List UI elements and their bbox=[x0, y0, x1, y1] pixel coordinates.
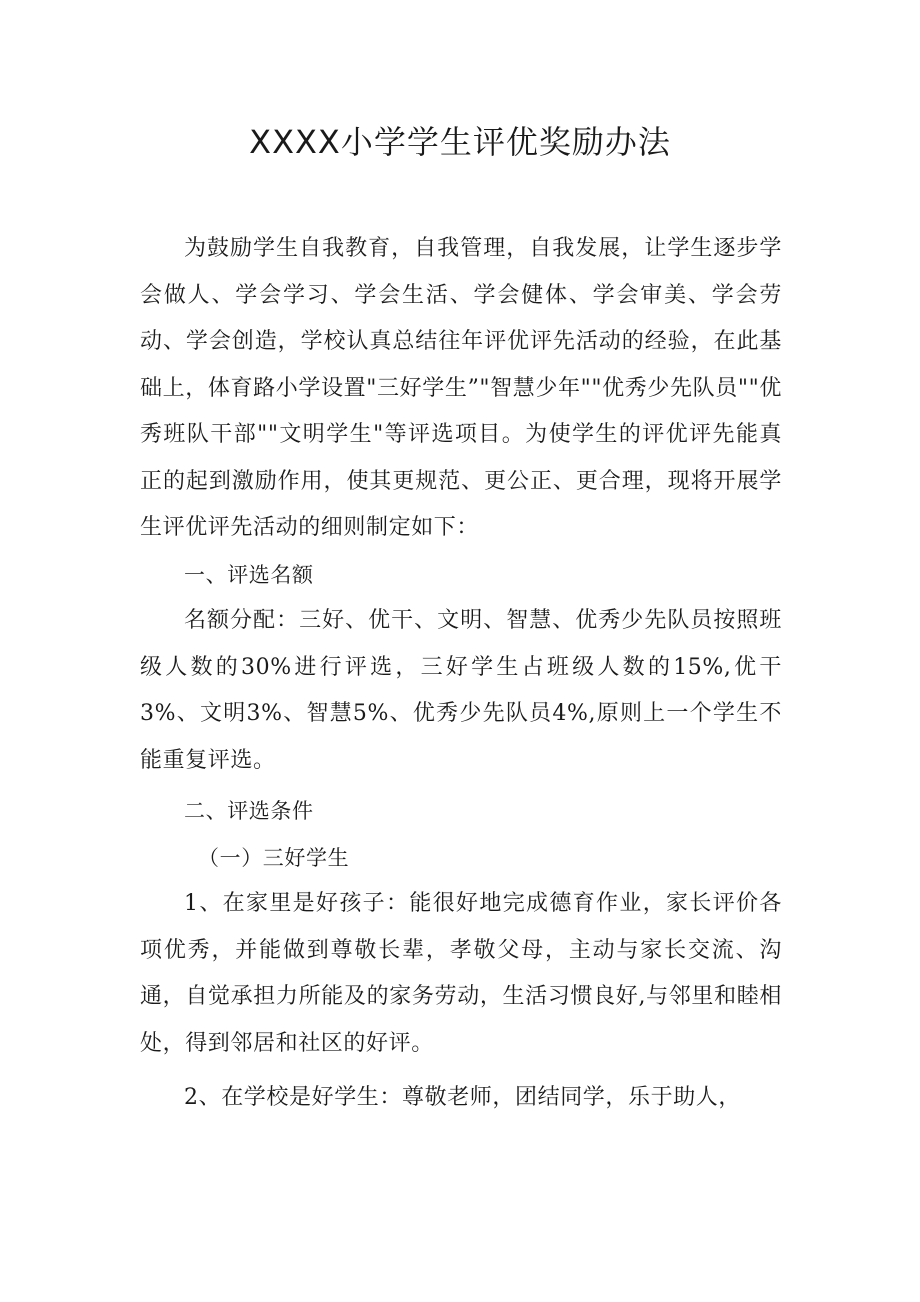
section-heading-criteria: 二、评选条件 bbox=[184, 799, 314, 823]
quota-paragraph: 名额分配：三好、优干、文明、智慧、优秀少先队员按照班级人数的30%进行评选，三好学生占班级人数的15%,优干3%、文明3%、智慧5%、优秀少先队员4%,原则上一个学生不能重复评选。 bbox=[140, 608, 782, 773]
spacer bbox=[140, 1067, 782, 1075]
section-heading-quota: 一、评选名额 bbox=[184, 562, 314, 587]
document-body bbox=[140, 226, 782, 1122]
document-title: XXXX小学学生评优奖励办法 bbox=[249, 123, 671, 161]
intro-paragraph: 为鼓励学生自我教育，自我管理，自我发展，让学生逐步学会做人、学会学习、学会生活、学会健体、学会审美、学会劳动、学会创造，学校认真总结往年评优评先活动的经验，在此基础上，体育路小学设置"三好学生”"智慧少年""优秀少先队员""优秀班队干部""文明学生"等评选项目。为使学生的评优评先能真正的起到激励作用，使其更规范、更公正、更合理，现将开展学生评优评先活动的细则制定如下： bbox=[140, 236, 782, 540]
criteria-item-1: 1、在家里是好孩子：能很好地完成德育作业，家长评价各项优秀，并能做到尊敬长辈，孝敬父母，主动与家长交流、沟通，自觉承担力所能及的家务劳动，生活习惯良好,与邻里和睦相处，得到邻居和社区的好评。 bbox=[140, 891, 782, 1056]
criteria-item-2: 2、在学校是好学生：尊敬老师，团结同学，乐于助人， bbox=[184, 1085, 741, 1110]
subsection-heading-three-good: （一）三好学生 bbox=[198, 845, 350, 870]
